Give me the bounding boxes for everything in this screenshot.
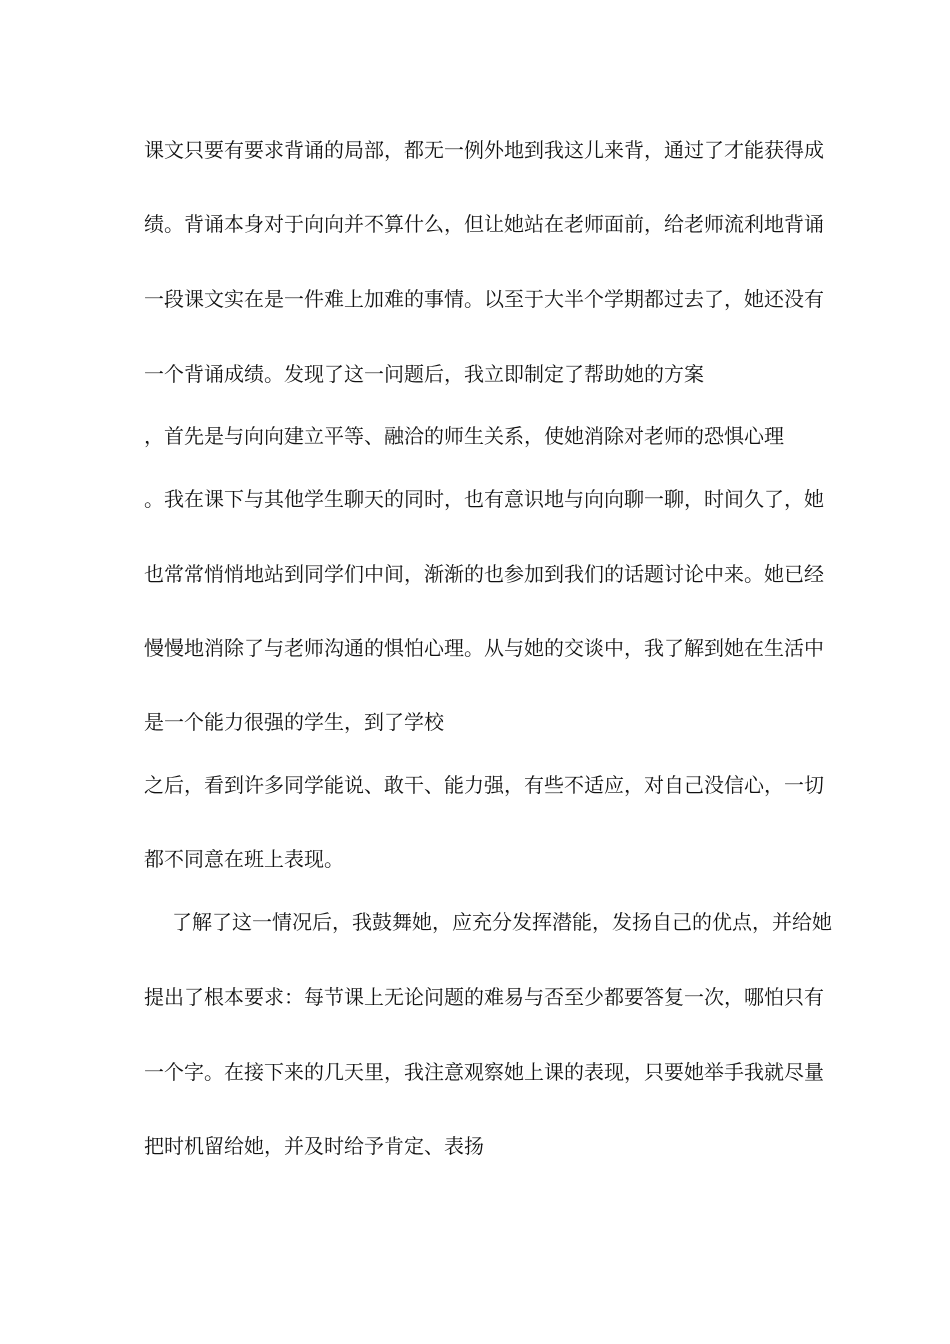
text-line-1: 课文只要有要求背诵的局部，都无一例外地到我这儿来背，通过了才能获得成 bbox=[144, 138, 824, 162]
text-line-7: 也常常悄悄地站到同学们中间，渐渐的也参加到我们的话题讨论中来。她已经 bbox=[144, 562, 824, 586]
text-line-9: 是一个能力很强的学生，到了学校 bbox=[144, 710, 444, 734]
text-line-8: 慢慢地消除了与老师沟通的惧怕心理。从与她的交谈中，我了解到她在生活中 bbox=[144, 636, 824, 660]
text-line-5: ，首先是与向向建立平等、融洽的师生关系，使她消除对老师的恐惧心理 bbox=[144, 424, 784, 448]
text-line-4: 一个背诵成绩。发现了这一问题后，我立即制定了帮助她的方案 bbox=[144, 362, 704, 386]
text-line-15: 把时机留给她，并及时给予肯定、表扬 bbox=[144, 1134, 484, 1158]
text-line-11: 都不同意在班上表现。 bbox=[144, 847, 344, 871]
text-line-6: 。我在课下与其他学生聊天的同时，也有意识地与向向聊一聊，时间久了，她 bbox=[144, 487, 824, 511]
text-line-14: 一个字。在接下来的几天里，我注意观察她上课的表现，只要她举手我就尽量 bbox=[144, 1060, 824, 1084]
paragraph-first-line: 了解了这一情况后，我鼓舞她，应充分发挥潜能，发扬自己的优点，并给她 bbox=[172, 910, 832, 934]
text-line-13: 提出了根本要求：每节课上无论问题的难易与否至少都要答复一次，哪怕只有 bbox=[144, 985, 824, 1009]
text-line-10: 之后，看到许多同学能说、敢干、能力强，有些不适应，对自己没信心，一切 bbox=[144, 773, 824, 797]
text-line-2: 绩。背诵本身对于向向并不算什么，但让她站在老师面前，给老师流利地背诵 bbox=[144, 212, 824, 236]
text-line-3: 一段课文实在是一件难上加难的事情。以至于大半个学期都过去了，她还没有 bbox=[144, 287, 824, 311]
